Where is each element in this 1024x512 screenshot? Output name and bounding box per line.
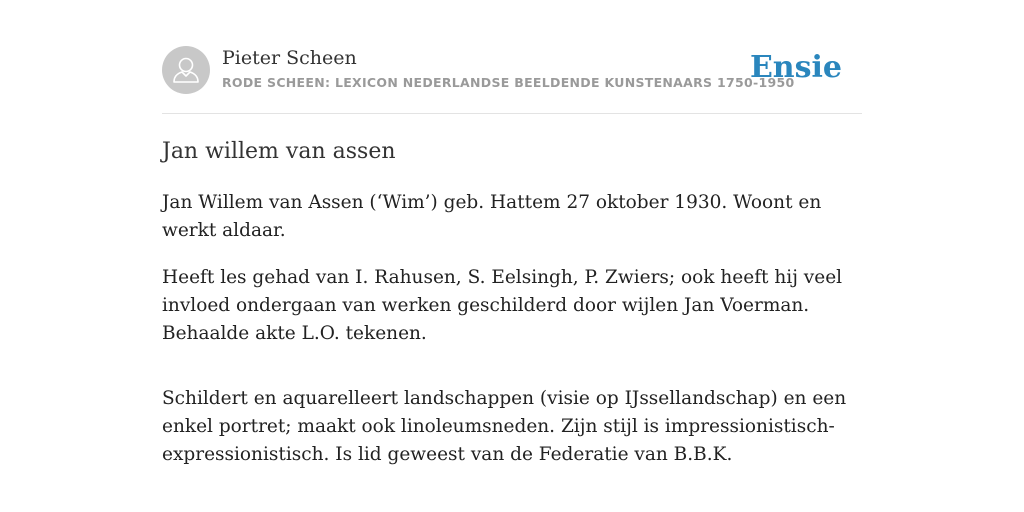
- paragraph-spacer: [162, 367, 862, 385]
- user-icon: [162, 46, 210, 94]
- article-paragraph: Jan Willem van Assen (‘Wim’) geb. Hattem 27 oktober 1930. Woont en werkt aldaar.: [162, 192, 822, 241]
- article-title: Jan willem van assen: [162, 139, 396, 164]
- author-name[interactable]: Pieter Scheen: [222, 47, 357, 69]
- source-title[interactable]: RODE SCHEEN: LEXICON NEDERLANDSE BEELDENDE KUNSTENAARS 1750-1950: [222, 75, 795, 90]
- article-paragraph: Schildert en aquarelleert landschappen (visie op IJssellandschap) en een enkel portret; maakt ook linoleumsneden. Zijn stijl is impressionistisch-expressionistisch. Is lid geweest van de Federatie van B.B.K.: [162, 388, 847, 465]
- author-avatar[interactable]: [162, 46, 210, 94]
- article: [162, 136, 862, 488]
- header: [162, 46, 862, 114]
- article-paragraph: Heeft les gehad van I. Rahusen, S. Eelsingh, P. Zwiers; ook heeft hij veel invloed ondergaan van werken geschilderd door wijlen Jan Voerman. Behaalde akte L.O. tekenen.: [162, 267, 843, 344]
- ensie-logo[interactable]: Ensie: [749, 50, 842, 85]
